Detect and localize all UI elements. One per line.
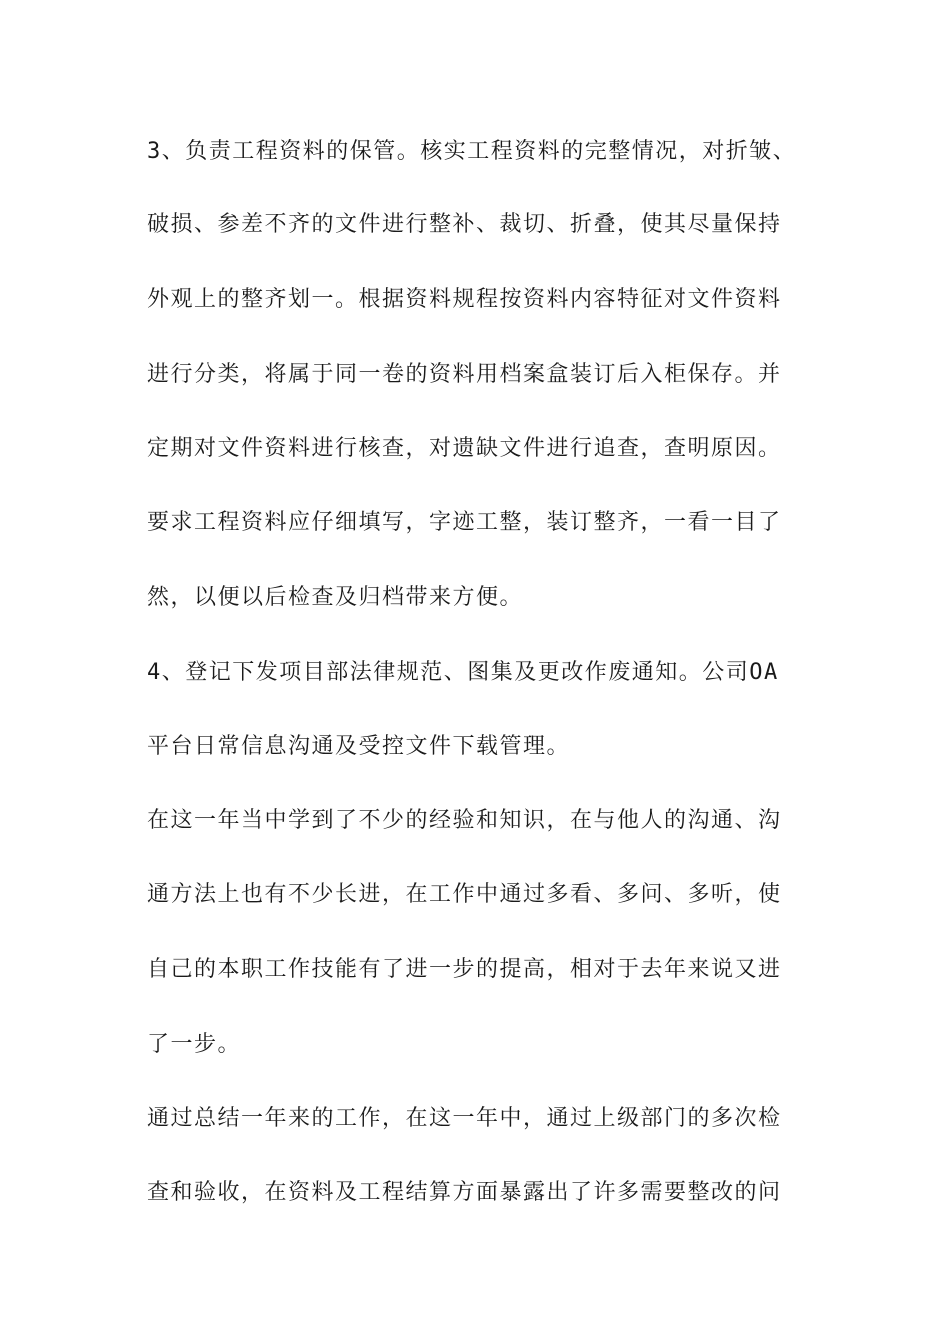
text-line: 自己的本职工作技能有了进一步的提高，相对于去年来说又进 — [147, 957, 782, 982]
text-line: 定期对文件资料进行核查，对遗缺文件进行追查，查明原因。 — [147, 436, 782, 461]
text-line: 4、登记下发项目部法律规范、图集及更改作废通知。公司OA — [147, 660, 779, 685]
text-line: 在这一年当中学到了不少的经验和知识，在与他人的沟通、沟 — [147, 808, 782, 833]
text-line: 要求工程资料应仔细填写，字迹工整，装订整齐，一看一目了 — [147, 510, 782, 535]
text-line: 3、负责工程资料的保管。核实工程资料的完整情况，对折皱、 — [147, 139, 797, 164]
text-line: 了一步。 — [147, 1032, 242, 1057]
text-line: 然，以便以后检查及归档带来方便。 — [147, 585, 524, 610]
text-line: 查和验收，在资料及工程结算方面暴露出了许多需要整改的问 — [147, 1180, 782, 1205]
text-line: 破损、参差不齐的文件进行整补、裁切、折叠，使其尽量保持 — [147, 212, 782, 237]
text-line: 进行分类，将属于同一卷的资料用档案盒装订后入柜保存。并 — [147, 362, 782, 387]
text-line: 通过总结一年来的工作，在这一年中，通过上级部门的多次检 — [147, 1106, 782, 1131]
text-line: 通方法上也有不少长进，在工作中通过多看、多问、多听，使 — [147, 882, 782, 907]
text-line: 平台日常信息沟通及受控文件下载管理。 — [147, 734, 571, 759]
text-line: 外观上的整齐划一。根据资料规程按资料内容特征对文件资料 — [147, 287, 782, 312]
